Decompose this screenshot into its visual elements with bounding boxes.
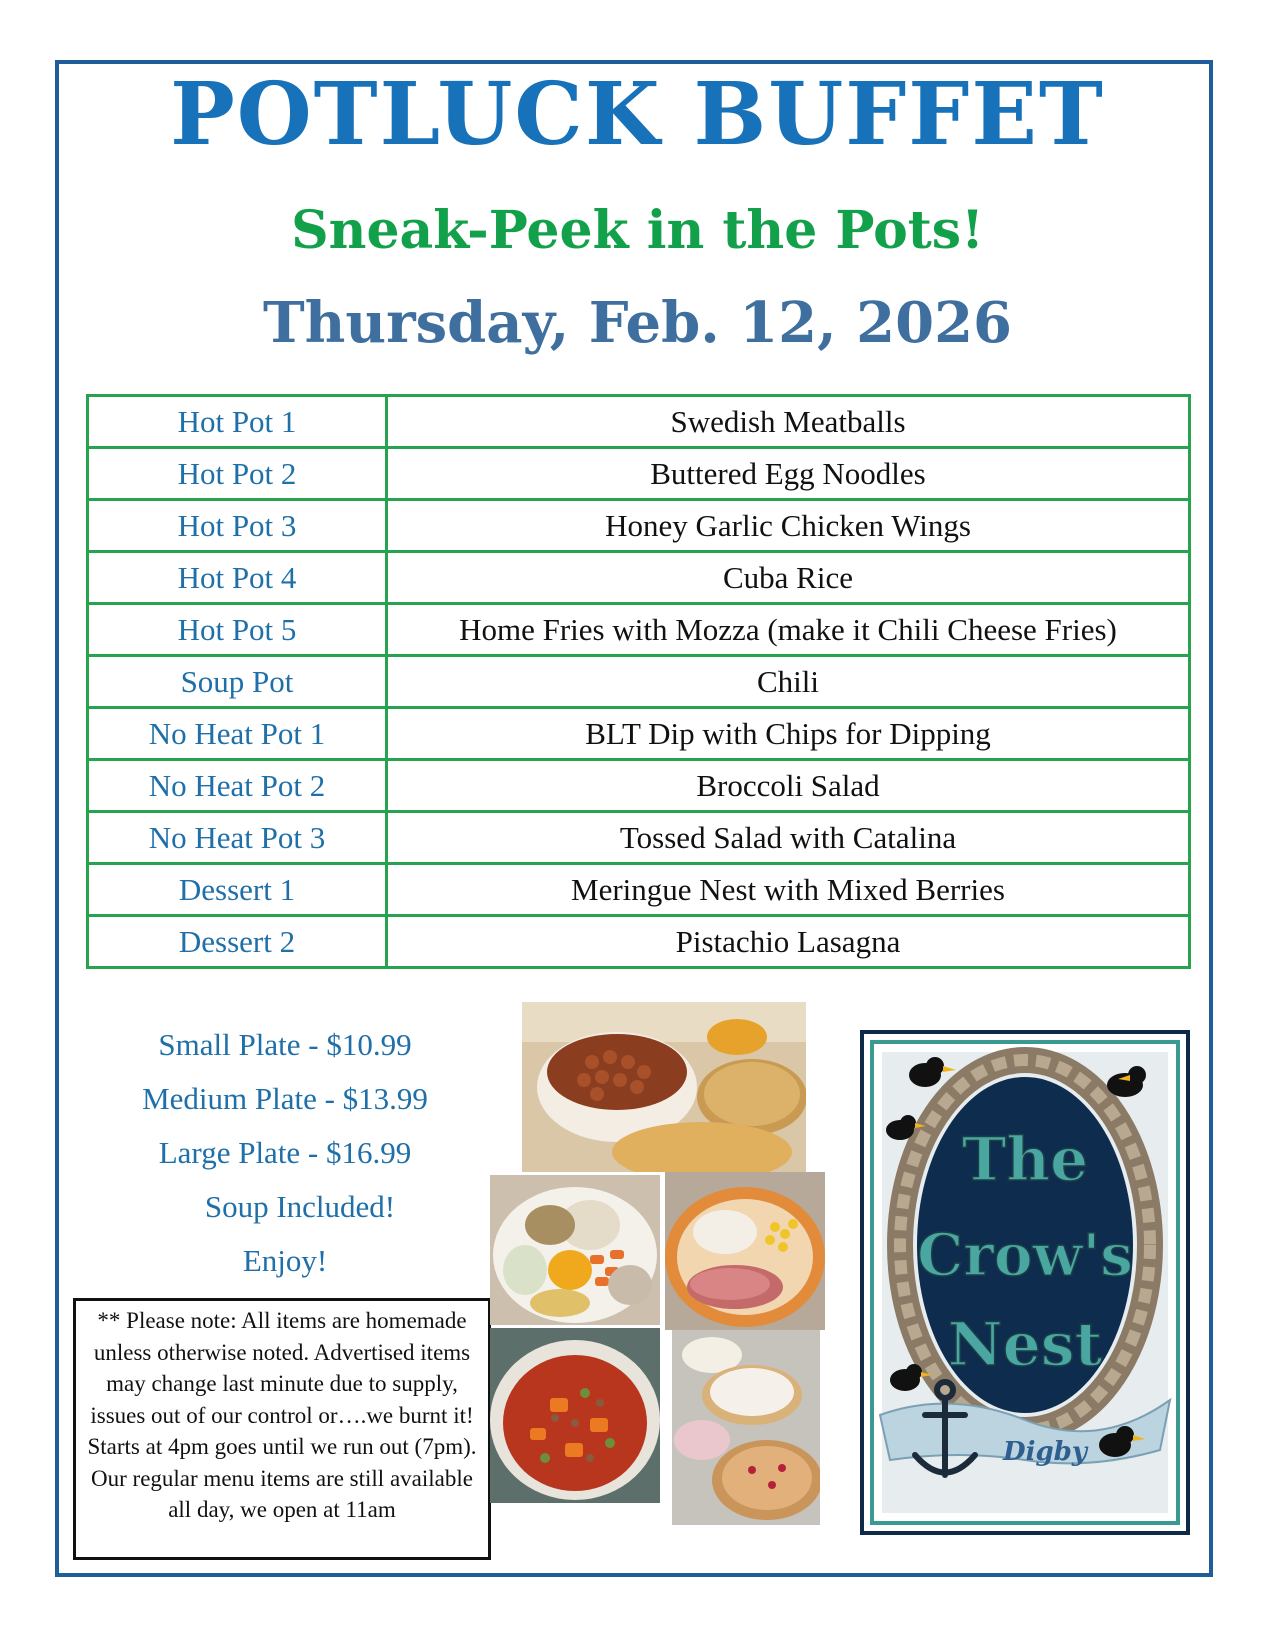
- menu-item: BLT Dip with Chips for Dipping: [387, 708, 1190, 760]
- logo-text-nest: Nest: [947, 1310, 1103, 1380]
- pot-label: Dessert 1: [88, 864, 387, 916]
- menu-item: Chili: [387, 656, 1190, 708]
- table-row: [88, 396, 1190, 448]
- menu-item: Broccoli Salad: [387, 760, 1190, 812]
- table-row: [88, 864, 1190, 916]
- pot-label: Dessert 2: [88, 916, 387, 968]
- small-plate-price: Small Plate - $10.99: [158, 1027, 412, 1062]
- price-list: [100, 1018, 470, 1288]
- pot-label: No Heat Pot 3: [88, 812, 387, 864]
- food-photo-turkey-dinner: [490, 1175, 660, 1325]
- menu-item: Meringue Nest with Mixed Berries: [387, 864, 1190, 916]
- soup-included-note: Soup Included!: [204, 1189, 396, 1224]
- menu-item: Tossed Salad with Catalina: [387, 812, 1190, 864]
- food-photo-soup: [490, 1328, 660, 1503]
- menu-item: Cuba Rice: [387, 552, 1190, 604]
- logo-text-crows: Crow's: [917, 1221, 1133, 1289]
- table-row: [88, 916, 1190, 968]
- pot-label: Hot Pot 2: [88, 448, 387, 500]
- menu-item: Buttered Egg Noodles: [387, 448, 1190, 500]
- pot-label: Hot Pot 4: [88, 552, 387, 604]
- medium-plate-price: Medium Plate - $13.99: [142, 1081, 428, 1116]
- large-plate-price: Large Plate - $16.99: [158, 1135, 412, 1170]
- page-subtitle: Sneak-Peek in the Pots!: [291, 200, 984, 261]
- pot-label: Hot Pot 3: [88, 500, 387, 552]
- menu-item: Home Fries with Mozza (make it Chili Cheese Fries): [387, 604, 1190, 656]
- table-row: [88, 656, 1190, 708]
- menu-table: [86, 394, 1191, 969]
- logo-text-the: The: [961, 1125, 1089, 1195]
- table-row: [88, 552, 1190, 604]
- pot-label: Soup Pot: [88, 656, 387, 708]
- crows-nest-logo: [860, 1030, 1190, 1535]
- page-title: POTLUCK BUFFET: [170, 64, 1105, 165]
- food-photo-ham-dinner: [665, 1172, 825, 1330]
- menu-item: Honey Garlic Chicken Wings: [387, 500, 1190, 552]
- pot-label: Hot Pot 5: [88, 604, 387, 656]
- table-row: [88, 812, 1190, 864]
- logo-banner-text: Digby: [1003, 1437, 1087, 1467]
- table-row: [88, 708, 1190, 760]
- table-row: [88, 604, 1190, 656]
- menu-item: Pistachio Lasagna: [387, 916, 1190, 968]
- table-row: [88, 500, 1190, 552]
- menu-item: Swedish Meatballs: [387, 396, 1190, 448]
- food-photo-beans: [522, 1002, 806, 1172]
- pot-label: No Heat Pot 1: [88, 708, 387, 760]
- food-photo-pies: [672, 1330, 820, 1525]
- disclaimer-box: ** Please note: All items are homemade unless otherwise noted. Advertised items may change last minute due to supply, issues out of our control or….we burnt it! Starts at 4pm goes until we run out (7pm). Our regular menu items are still available all day, we open at 11am: [73, 1298, 491, 1560]
- pot-label: No Heat Pot 2: [88, 760, 387, 812]
- enjoy-text: Enjoy!: [242, 1243, 328, 1278]
- event-date: Thursday, Feb. 12, 2026: [263, 290, 1012, 356]
- table-row: [88, 760, 1190, 812]
- table-row: [88, 448, 1190, 500]
- pot-label: Hot Pot 1: [88, 396, 387, 448]
